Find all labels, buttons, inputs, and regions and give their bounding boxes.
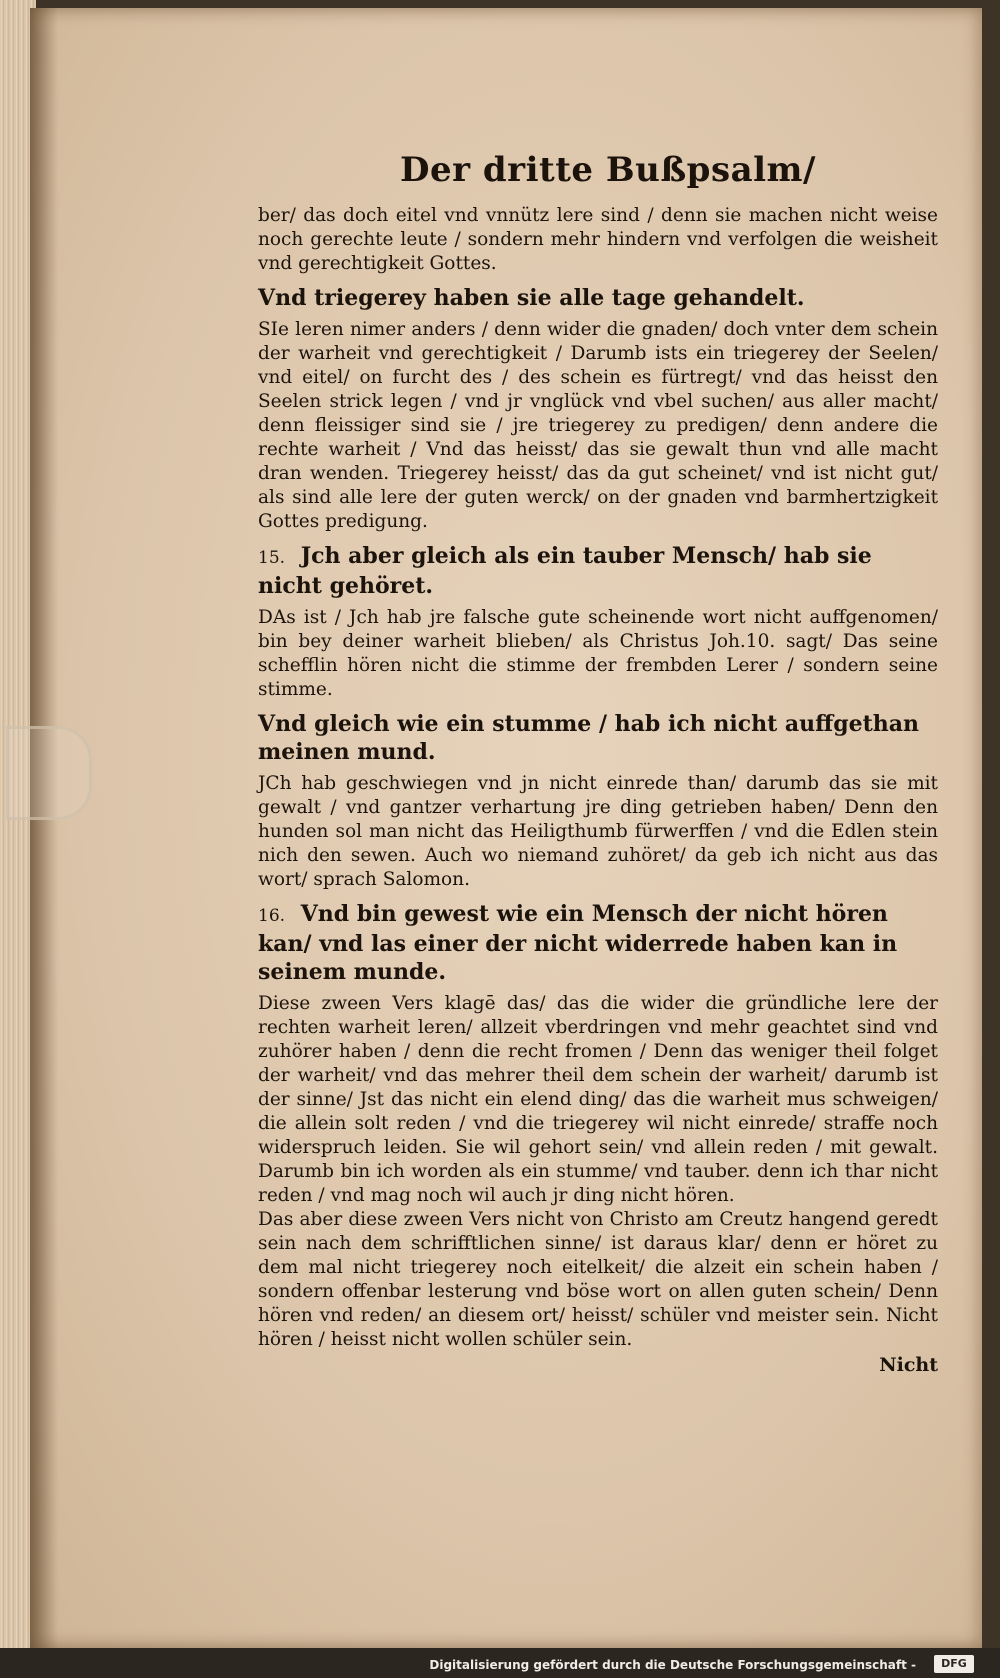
verse-number: 16. [258, 906, 286, 926]
psalm-verse [258, 284, 938, 312]
running-title: Der dritte Bußpsalm/ [400, 150, 816, 190]
psalm-verse [258, 900, 938, 986]
paragraph: ber/ das doch eitel vnd vnnütz lere sind / denn sie machen nicht weise noch gerechte leute / sondern mehr hindern vnd verfolgen die weisheit vnd gerechtigkeit Gottes. [258, 205, 938, 274]
digitization-credit: Digitalisierung gefördert durch die Deutsche Forschungsgemeinschaft - [429, 1658, 916, 1672]
verse-text: Vnd triegerey haben sie alle tage gehandelt. [258, 285, 805, 311]
paragraph: SIe leren nimer anders / denn wider die gnaden/ doch vnter dem schein der warheit vnd gerechtigkeit / Darumb ists ein triegerey der Seelen/ vnd eitel/ on furcht des / des schein es fürtregt/ vnd das heisst den Seelen strick legen / vnd jr vnglück vnd vbel suchen/ aus aller macht/ denn fleissiger sind sie / jre triegerey zu predigen/ denn andere die rechte warheit / Vnd das heisst/ das sie gewalt thun vnd alle macht dran wenden. Triegerey heisst/ das da gut scheinet/ vnd ist nicht gut/ als sind alle lere der guten werck/ on der gnaden vnd barmhertzigkeit Gottes predigung. [258, 319, 938, 532]
paragraph: Das aber diese zween Vers nicht von Christo am Creutz hangend geredt sein nach dem schrifftlichen sinne/ ist daraus klar/ denn er höret zu dem mal nicht triegerey noch eitelkeit/ die alzeit ein schein haben / sondern offenbar lesterung vnd böse wort on allen guten schein/ Denn hören vnd reden/ an diesem ort/ heisst/ schüler vnd meister sein. Nicht hören / heisst nicht wollen schüler sein. [258, 1209, 938, 1350]
verse-text: Jch aber gleich als ein tauber Mensch/ hab sie nicht gehöret. [258, 543, 872, 599]
verse-number: 15. [258, 548, 286, 568]
footer-bar [0, 1648, 1000, 1678]
verse-text: Vnd gleich wie ein stumme / hab ich nicht auffgethan meinen mund. [258, 711, 920, 765]
binding-shadow [30, 8, 58, 1648]
page-text-block [258, 140, 938, 1376]
paragraph: Diese zween Vers klagē das/ das die wider die gründliche lere der rechten warheit leren/ allzeit vberdringen vnd mehr geachtet sind vnd zuhörer haben / denn die recht fromen / Denn das weniger theil folget der warheit/ vnd das mehrer theil dem schein der warheit/ darumb ist der sinne/ Jst das nicht ein elend ding/ das die warheit mus schweigen/ die allein solt reden / vnd die triegerey wil nicht einrede/ straffe noch widerspruch leiden. Sie wil gehort sein/ vnd allein reden / mit gewalt. Darumb bin ich worden als ein stumme/ vnd tauber. denn ich thar nicht reden / vnd mag noch wil auch jr ding nicht hören. [258, 993, 938, 1206]
dfg-logo-icon: DFG [934, 1655, 974, 1673]
psalm-verse [258, 542, 938, 600]
paragraph: DAs ist / Jch hab jre falsche gute scheinende wort nicht auffgenomen/ bin bey deiner warheit blieben/ als Christus Joh.10. sagt/ Das seine schefflin hören nicht die stimme der frembden Lerer / sondern seine stimme. [258, 607, 938, 700]
catchword: Nicht [879, 1354, 938, 1376]
page-clip [6, 726, 92, 820]
book-page [30, 8, 982, 1648]
psalm-verse [258, 710, 938, 766]
paragraph: JCh hab geschwiegen vnd jn nicht einrede than/ darumb das sie mit gewalt / vnd gantzer verhartung jre ding getrieben haben/ Denn den hunden sol man nicht das Heiligthumb fürwerffen / vnd die Edlen stein nich den sewen. Auch wo niemand zuhöret/ da geb ich nicht aus das wort/ sprach Salomon. [258, 773, 938, 890]
verse-text: Vnd bin gewest wie ein Mensch der nicht hören kan/ vnd las einer der nicht widerrede haben kan in seinem munde. [258, 901, 898, 985]
